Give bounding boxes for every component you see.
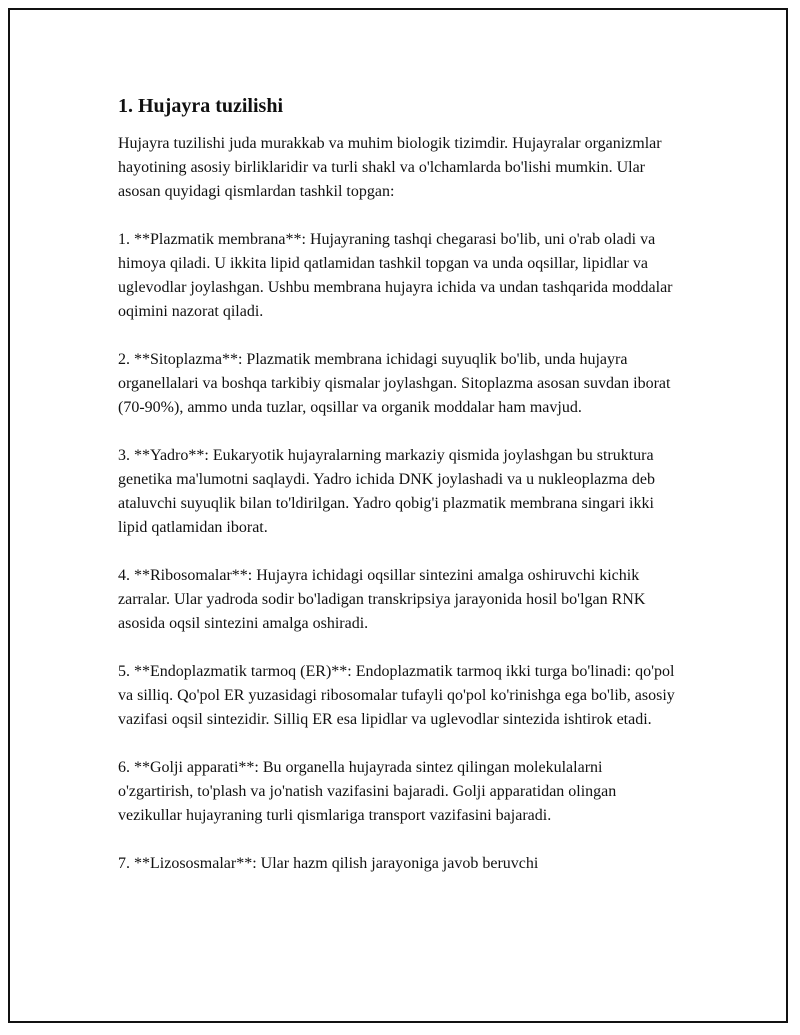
paragraph-cytoplasm: 2. **Sitoplazma**: Plazmatik membrana ichidagi suyuqlik bo'lib, unda hujayra organellalari va boshqa tarkibiy qismalar joylashgan. Sitoplazma asosan suvdan iborat (70-90%), ammo unda tuzlar, oqsillar va organik moddalar ham mavjud. — [118, 351, 671, 416]
intro-paragraph: Hujayra tuzilishi juda murakkab va muhim biologik tizimdir. Hujayralar organizmlar hayotining asosiy birliklaridir va turli shakl va o'lchamlarda bo'lishi mumkin. Ular asosan quyidagi qismlardan tashkil topgan: — [118, 135, 662, 200]
paragraph-endoplasmic-reticulum: 5. **Endoplazmatik tarmoq (ER)**: Endoplazmatik tarmoq ikki turga bo'linadi: qo'pol va silliq. Qo'pol ER yuzasidagi ribosomalar tufayli qo'pol ko'rinishga ega bo'lib, asosiy vazifasi oqsil sintezidir. Silliq ER esa lipidlar va uglevodlar sintezida ishtirok etadi. — [118, 663, 675, 728]
paragraph-plasma-membrane: 1. **Plazmatik membrana**: Hujayraning tashqi chegarasi bo'lib, uni o'rab oladi va himoya qiladi. U ikkita lipid qatlamidan tashkil topgan va unda oqsillar, lipidlar va uglevodlar joylashgan. Ushbu membrana hujayra ichida va undan tashqarida moddalar oqimini nazorat qiladi. — [118, 231, 673, 320]
paragraph-lysosomes: 7. **Lizososmalar**: Ular hazm qilish jarayoniga javob beruvchi — [118, 855, 539, 872]
paragraph-nucleus: 3. **Yadro**: Eukaryotik hujayralarning markaziy qismida joylashgan bu struktura genetika ma'lumotni saqlaydi. Yadro ichida DNK joylashadi va u nukleoplazma deb ataluvchi suyuqlik bilan to'ldirilgan. Yadro qobig'i plazmatik membrana singari ikki lipid qatlamidan iborat. — [118, 447, 655, 536]
paragraph-ribosomes: 4. **Ribosomalar**: Hujayra ichidagi oqsillar sintezini amalga oshiruvchi kichik zarralar. Ular yadroda sodir bo'ladigan transkripsiya jarayonida hosil bo'lgan RNK asosida oqsil sintezini amalga oshiradi. — [118, 567, 646, 632]
document-body — [118, 92, 678, 900]
document-title: 1. Hujayra tuzilishi — [118, 95, 284, 117]
paragraph-golgi: 6. **Golji apparati**: Bu organella hujayrada sintez qilingan molekulalarni o'zgartirish, to'plash va jo'natish vazifasini bajaradi. Golji apparatidan olingan vezikullar hujayraning turli qismlariga transport vazifasini bajaradi. — [118, 759, 617, 824]
